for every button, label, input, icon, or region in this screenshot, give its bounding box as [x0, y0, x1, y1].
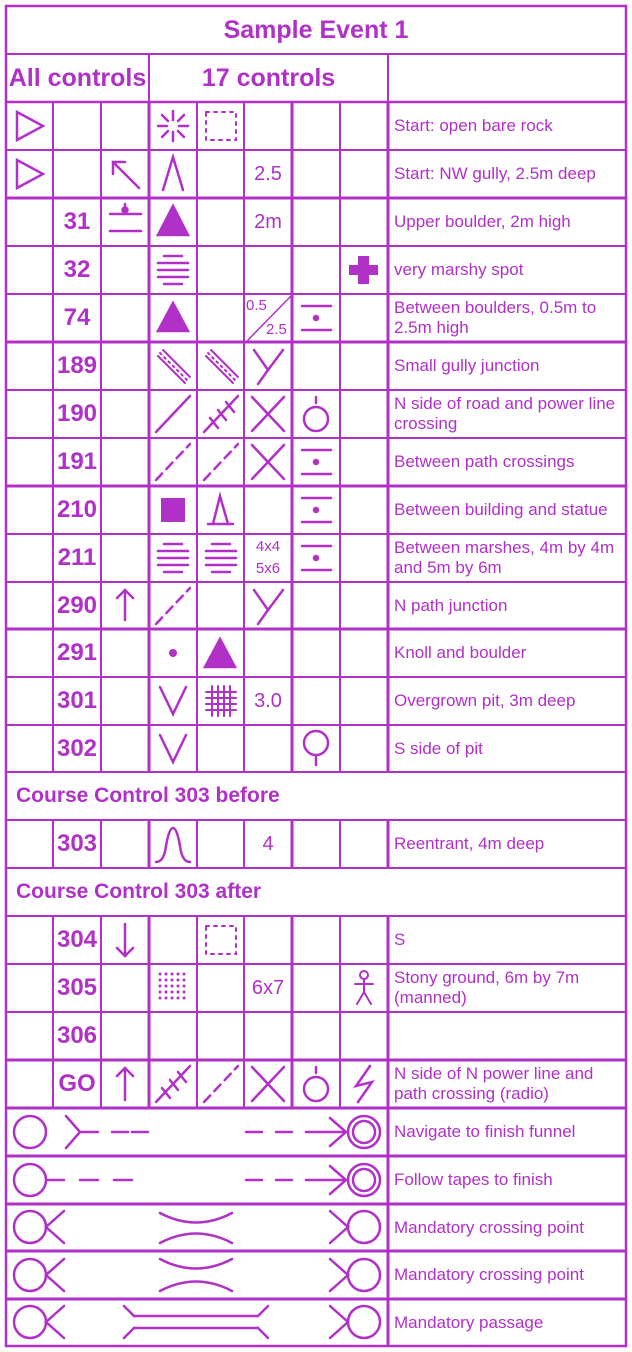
junction-icon	[254, 590, 283, 624]
control-code: 305	[56, 974, 98, 1001]
control-code: 210	[56, 496, 98, 523]
boulder-icon	[205, 639, 235, 667]
description-text: Upper boulder, 2m high	[394, 212, 571, 231]
start-triangle-icon	[17, 160, 43, 188]
description-text: Start: open bare rock	[394, 116, 553, 135]
description-text: Mandatory passage	[394, 1312, 544, 1332]
manned-icon	[355, 971, 373, 1004]
control-code: 303	[56, 830, 98, 857]
radio-icon	[356, 1066, 372, 1102]
description-text: Between marshes, 4m by 4m and 5m by 6m	[394, 538, 615, 577]
dimension-stack	[244, 534, 292, 582]
control-code: 304	[56, 926, 98, 953]
description-text: Mandatory crossing point	[394, 1265, 584, 1284]
north-arrow-icon	[117, 1068, 133, 1100]
description-text: Start: NW gully, 2.5m deep	[394, 164, 596, 183]
stony-ground-icon	[159, 973, 186, 1000]
marsh-icon	[206, 544, 236, 572]
between-icon	[302, 450, 331, 474]
boulder-icon	[158, 303, 188, 331]
description-text: Overgrown pit, 3m deep	[394, 691, 576, 710]
description-text: Follow tapes to finish	[394, 1170, 553, 1189]
dimension-value: 2.5	[254, 162, 282, 185]
marsh-icon	[158, 544, 188, 572]
control-code: 290	[56, 591, 98, 619]
dimension-value: 2m	[254, 210, 282, 233]
path-icon	[204, 444, 238, 480]
description-text: S	[394, 930, 406, 949]
between-icon	[302, 498, 331, 522]
overgrown-icon	[206, 686, 236, 716]
gully-icon	[163, 157, 183, 190]
open-land-dots-icon	[206, 112, 236, 140]
control-code: 31	[63, 208, 91, 235]
description-text: Mandatory crossing point	[394, 1217, 584, 1237]
navigate-to-finish-icon	[14, 1116, 380, 1148]
control-code: 291	[56, 639, 98, 666]
boulder-icon	[158, 206, 188, 235]
description-text: Between building and statue	[394, 500, 608, 519]
open-rock-icon	[158, 111, 188, 141]
description-text: Reentrant, 4m deep	[394, 834, 545, 853]
description-text: S side of pit	[394, 738, 483, 758]
nw-arrow-icon	[113, 162, 139, 188]
path-icon	[156, 444, 190, 480]
control-code: 211	[57, 544, 97, 571]
control-code: 190	[56, 400, 98, 427]
north-side-icon	[304, 397, 328, 431]
control-code: 301	[56, 687, 98, 714]
path-icon	[156, 588, 190, 624]
dimension-value: 6x7	[251, 976, 285, 999]
between-icon	[302, 306, 331, 330]
start-triangle-icon	[17, 112, 43, 140]
control-code: 74	[63, 304, 91, 331]
crossing-icon	[252, 1067, 284, 1101]
control-code: 191	[56, 448, 98, 475]
marsh-icon	[158, 256, 188, 284]
description-text: Between boulders, 0.5m to 2.5m high	[394, 298, 597, 337]
crossing-icon	[252, 397, 284, 431]
control-code: 189	[56, 352, 98, 379]
control-code: 32	[63, 256, 91, 283]
description-text: Stony ground, 6m by 7m (manned)	[394, 968, 580, 1007]
between-icon	[302, 546, 331, 570]
north-side-icon	[304, 1067, 328, 1101]
first-aid-icon	[349, 256, 378, 284]
mandatory-crossing-icon	[14, 1259, 380, 1291]
south-arrow-icon	[117, 924, 133, 956]
power-line-icon	[156, 1066, 190, 1102]
description-text: Navigate to finish funnel	[394, 1122, 576, 1141]
path-icon	[204, 1066, 238, 1102]
dimension-value-top: 0.5	[246, 296, 267, 314]
description-text: N side of N power line and path crossing (radio)	[394, 1064, 594, 1103]
control-code: 302	[56, 734, 98, 762]
section-heading: Course Control 303 after	[16, 880, 262, 903]
all-controls-label: All controls	[8, 63, 147, 92]
dimension-value: 3.0	[254, 689, 282, 712]
mandatory-crossing-icon	[14, 1211, 380, 1243]
power-line-icon	[204, 396, 238, 432]
control-count: 17 controls	[201, 63, 336, 92]
description-text: Knoll and boulder	[394, 643, 527, 662]
dimension-value-bottom: 2.5	[266, 320, 287, 338]
mandatory-passage-icon	[14, 1306, 380, 1338]
building-icon	[161, 498, 185, 522]
crossing-icon	[252, 445, 284, 479]
small-gully-icon	[158, 350, 190, 383]
section-heading: Course Control 303 before	[16, 784, 280, 807]
pit-icon	[160, 687, 186, 714]
control-code: GO	[58, 1070, 96, 1097]
knoll-icon	[169, 649, 177, 657]
control-code: 306	[56, 1022, 98, 1049]
dimension-value: 5x6	[255, 560, 281, 577]
description-text: N side of road and power line crossing	[394, 394, 616, 433]
upper-icon	[110, 204, 141, 231]
follow-tapes-icon	[14, 1164, 380, 1196]
junction-icon	[254, 350, 283, 384]
description-text: Between path crossings	[394, 452, 575, 471]
pit-icon	[160, 735, 186, 762]
description-text: very marshy spot	[394, 260, 524, 279]
reentrant-icon	[156, 828, 190, 862]
road-icon	[156, 396, 190, 432]
description-text: Small gully junction	[394, 356, 540, 375]
dimension-value: 4	[262, 832, 274, 855]
small-gully-icon	[206, 350, 238, 383]
open-land-dots-icon	[206, 926, 236, 954]
dimension-value: 4x4	[255, 538, 281, 555]
south-side-icon	[304, 731, 328, 765]
north-arrow-icon	[117, 590, 133, 620]
description-text	[388, 1012, 626, 1060]
statue-icon	[208, 496, 233, 524]
event-title: Sample Event 1	[223, 15, 409, 44]
description-text: N path junction	[394, 595, 508, 615]
